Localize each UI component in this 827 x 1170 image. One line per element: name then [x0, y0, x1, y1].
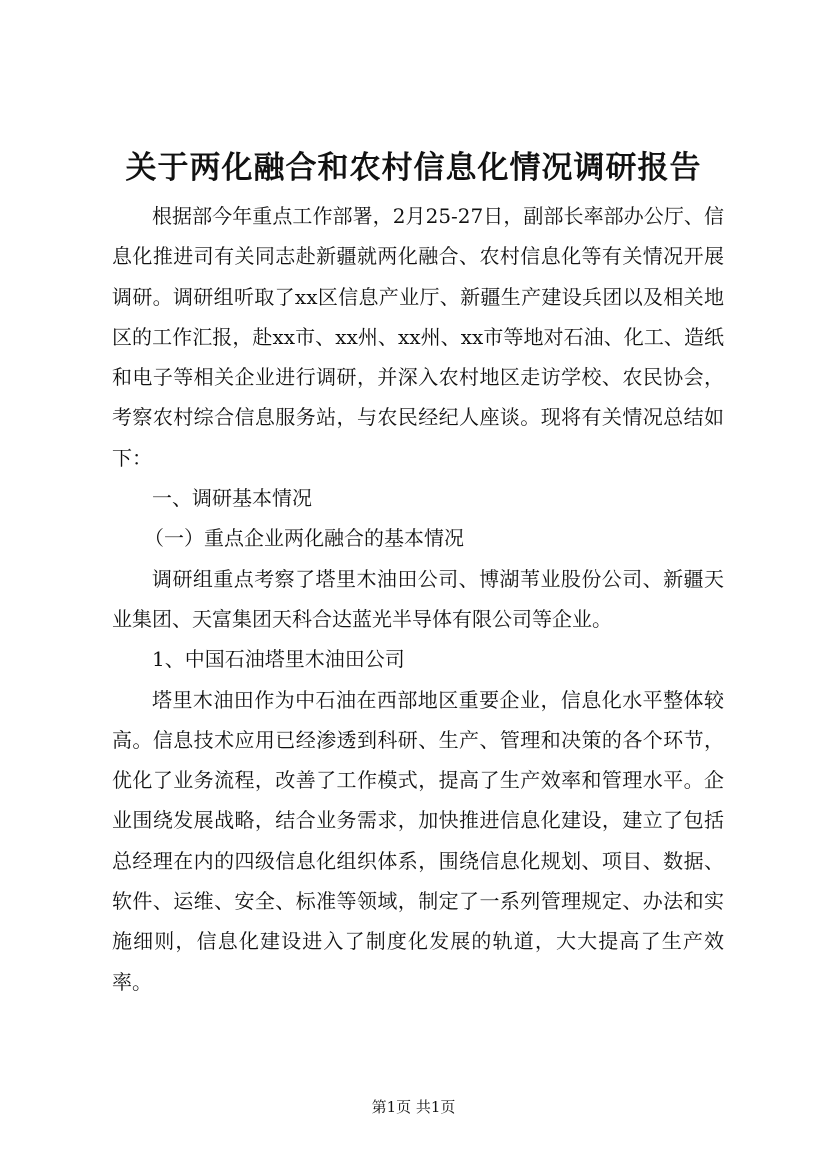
section-heading-1: 一、调研基本情况: [152, 486, 312, 511]
paragraph-enterprises: 调研组重点考察了塔里木油田公司、博湖苇业股份公司、新疆天业集团、天富集团天科合达蓝光半导体有限公司等企业。: [112, 566, 724, 631]
paragraph-intro: 根据部今年重点工作部署，2月25-27日，副部长率部办公厅、信息化推进司有关同志赴新疆就两化融合、农村信息化等有关情况开展调研。调研组听取了xx区信息产业厅、新疆生产建设兵团以及相关地区的工作汇报，赴xx市、xx州、xx州、xx市等地对石油、化工、造纸和电子等相关企业进行调研，并深入农村地区走访学校、农民协会，考察农村综合信息服务站，与农民经纪人座谈。现将有关情况总结如下：: [112, 204, 724, 470]
paragraph-tarim-oilfield: 塔里木油田作为中石油在西部地区重要企业，信息化水平整体较高。信息技术应用已经渗透到科研、生产、管理和决策的各个环节，优化了业务流程，改善了工作模式，提高了生产效率和管理水平。企业围绕发展战略，结合业务需求，加快推进信息化建设，建立了包括总经理在内的四级信息化组织体系，围绕信息化规划、项目、数据、软件、运维、安全、标准等领域，制定了一系列管理规定、办法和实施细则，信息化建设进入了制度化发展的轨道，大大提高了生产效率。: [112, 687, 724, 994]
document-body: [112, 196, 724, 1002]
subsection-heading-1: （一）重点企业两化融合的基本情况: [144, 526, 464, 551]
page-footer: 第1页 共1页: [371, 1098, 456, 1116]
item-heading-1: 1、中国石油塔里木油田公司: [152, 647, 405, 672]
document-title: 关于两化融合和农村信息化情况调研报告: [125, 150, 702, 186]
